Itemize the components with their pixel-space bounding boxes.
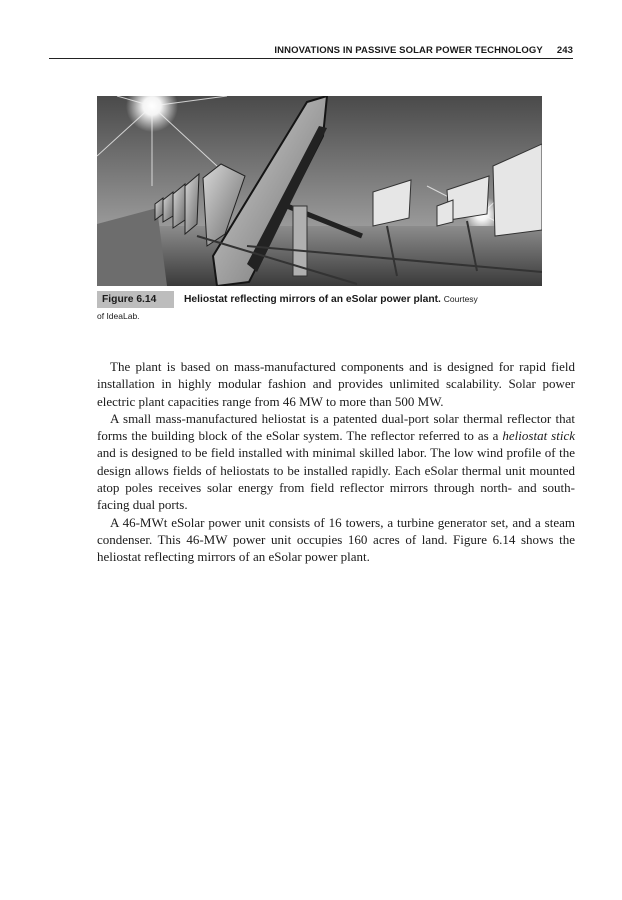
running-title: INNOVATIONS IN PASSIVE SOLAR POWER TECHNOLOGY	[274, 45, 543, 56]
figure-label: Figure 6.14	[97, 291, 174, 308]
body-text	[97, 358, 575, 566]
page-number: 243	[556, 45, 573, 56]
caption-title: Heliostat reflecting mirrors of an eSolar power plant.	[184, 294, 441, 305]
caption-credit-2: of IdeaLab.	[97, 311, 140, 321]
paragraph-2-end: and is designed to be field installed with minimal skilled labor. The low wind profile of the design allows fields of heliostats to be installed rapidly. Each eSolar thermal unit mounted atop poles receives solar energy from field reflector mirrors through north- and south-facing dual ports.	[97, 445, 575, 513]
paragraph-3: A 46-MWt eSolar power unit consists of 16 towers, a turbine generator set, and a steam condenser. This 46-MW power unit occupies 160 acres of land. Figure 6.14 shows the heliostat reflecting mirrors of an eSolar power plant.	[97, 514, 575, 565]
caption-credit-1: Courtesy	[443, 294, 478, 304]
paragraph-1: The plant is based on mass-manufactured components and is designed for rapid field installation in highly modular fashion and provides unlimited scalability. Solar power electric plant capacities range from 46 MW to more than 500 MW.	[97, 359, 575, 409]
figure-caption	[97, 291, 547, 325]
running-header	[49, 44, 573, 59]
paragraph-2	[97, 410, 575, 514]
heliostat-stick-term: heliostat stick	[502, 428, 575, 444]
heliostat-photo	[97, 96, 542, 286]
paragraph-2-start: A small mass-manufactured heliostat is a patented dual-port solar thermal reflector that forms the building block of the eSolar system. The reflector referred to as a	[97, 410, 575, 444]
